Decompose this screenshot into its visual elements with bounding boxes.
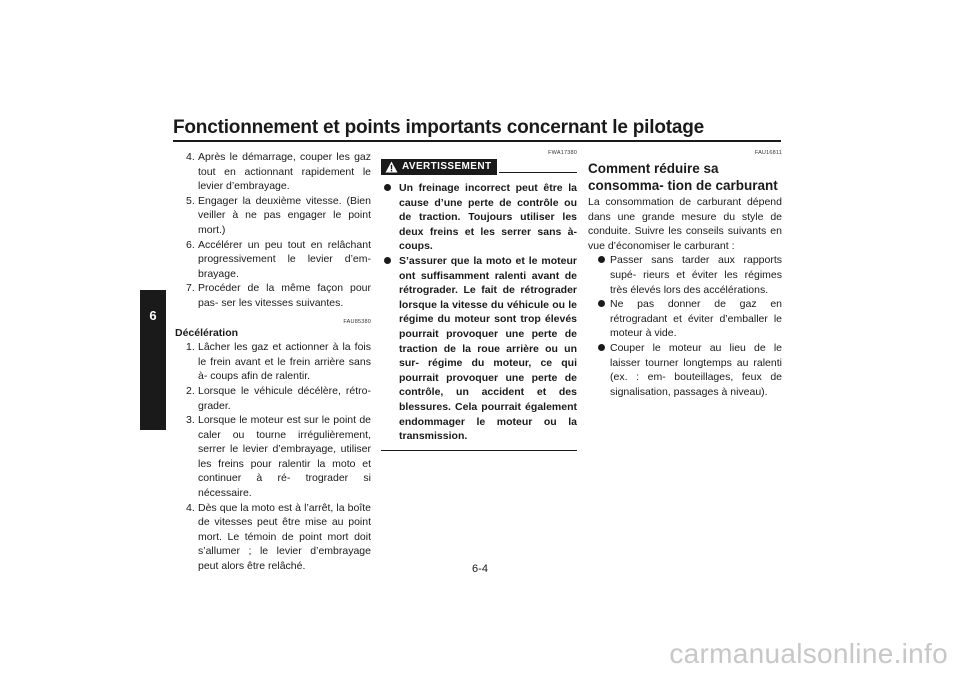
warning-text: S’assurer que la moto et le moteur ont suffisamment ralenti avant de rétrograder. Le fait de rétrograder lorsque la vitesse du véhicule ou le régime du moteur sont trop élevés pourrait provoquer une perte de traction de la roue arrière ou un sur- régime du moteur, ce qui pourrait provoquer une perte de contrôle, un accident et des blessures. Cela pourrait également endommager le moteur ou la transmission.: [399, 254, 577, 443]
start-steps-list: [175, 150, 371, 311]
list-item: [588, 253, 782, 297]
warning-list: [381, 181, 577, 444]
list-item: [175, 340, 371, 384]
list-item: [175, 194, 371, 238]
tip-text: Ne pas donner de gaz en rétrogradant et éviter d’emballer le moteur à vide.: [610, 298, 782, 340]
step-text: Lâcher les gaz et actionner à la fois le frein avant et le frein arrière sans à- coups afin de ralentir.: [198, 341, 371, 383]
warning-end-rule: [381, 450, 577, 451]
intro-paragraph: La consommation de carburant dépend dans une grande mesure du style de conduite. Suivre les conseils suivants en vue d’économiser le carburant :: [588, 196, 782, 252]
column-middle: [381, 150, 577, 451]
list-item: [175, 238, 371, 282]
warning-rule: [499, 172, 577, 173]
title-rule: [173, 140, 781, 142]
step-number: 2.: [186, 384, 195, 397]
column-left: [175, 150, 371, 574]
bullet-dot-icon: [598, 344, 605, 351]
list-item: [588, 341, 782, 399]
step-number: 4.: [186, 151, 195, 163]
step-text: Engager la deuxième vitesse. (Bien veiller à ne pas engager le point mort.): [198, 194, 371, 236]
list-item: [381, 181, 577, 254]
bullet-dot-icon: [598, 300, 605, 307]
step-number: 7.: [186, 282, 195, 295]
step-text: Lorsque le véhicule décélère, rétro- grader.: [198, 384, 371, 412]
tip-text: Passer sans tarder aux rapports supé- rieurs et éviter les régimes très élevés lors des accélérations.: [610, 254, 782, 296]
step-number: 1.: [186, 341, 195, 354]
list-item: [381, 254, 577, 444]
step-text: Dès que la moto est à l’arrêt, la boîte de vitesses peut être mise au point mort. Le témoin de point mort doit s’allumer ; le levier d’embrayage peut alors être relâché.: [198, 501, 371, 573]
step-number: 4.: [186, 501, 195, 514]
page-title: Fonctionnement et points importants concernant le pilotage: [173, 117, 704, 138]
warning-label-box: [381, 159, 497, 175]
watermark: carmanualsonline.info: [669, 638, 948, 669]
list-item: [175, 384, 371, 413]
step-text: Lorsque le moteur est sur le point de caler ou tourne irrégulièrement, serrer le levier d’embrayage, utiliser les freins pour ralentir la moto et continuer à ré- trograder si nécessaire.: [198, 414, 371, 500]
bullet-dot-icon: [598, 256, 605, 263]
deceleration-steps-list: [175, 340, 371, 574]
chapter-number: 6: [149, 308, 157, 323]
chapter-tab: [140, 290, 166, 430]
step-text: Après le démarrage, couper les gaz tout en actionnant rapidement le levier d’embrayage.: [198, 151, 371, 193]
list-item: [175, 413, 371, 501]
column-right: [588, 150, 782, 399]
step-number: 3.: [186, 414, 195, 427]
warning-code: FWA17380: [548, 150, 577, 156]
step-number: 6.: [186, 238, 195, 251]
list-item: [175, 150, 371, 194]
bullet-dot-icon: [384, 257, 391, 264]
tip-text: Couper le moteur au lieu de le laisser tourner longtemps au ralenti (ex. : em- bouteillages, feux de signalisation, passages à niveau).: [610, 341, 782, 398]
list-item: [588, 297, 782, 341]
warning-triangle-icon: [385, 161, 398, 173]
list-item: [175, 281, 371, 310]
section-heading: Comment réduire sa consomma- tion de carburant: [588, 161, 778, 193]
warning-label: AVERTISSEMENT: [402, 161, 492, 172]
bullet-dot-icon: [384, 184, 391, 191]
step-number: 5.: [186, 194, 195, 207]
step-text: Procéder de la même façon pour pas- ser les vitesses suivantes.: [198, 282, 371, 309]
page-number: 6-4: [472, 563, 488, 575]
step-text: Accélérer un peu tout en relâchant progressivement le levier d’em- brayage.: [198, 238, 371, 280]
warning-text: Un freinage incorrect peut être la cause d’une perte de contrôle ou de traction. Toujours utiliser les deux freins et les serrer sans à-coups.: [399, 182, 577, 253]
warning-header: [381, 159, 577, 175]
tips-list: [588, 253, 782, 399]
reference-code: FAU85380: [343, 318, 371, 325]
reference-code: FAU16811: [754, 150, 782, 156]
section-heading: Décélération: [175, 326, 239, 339]
